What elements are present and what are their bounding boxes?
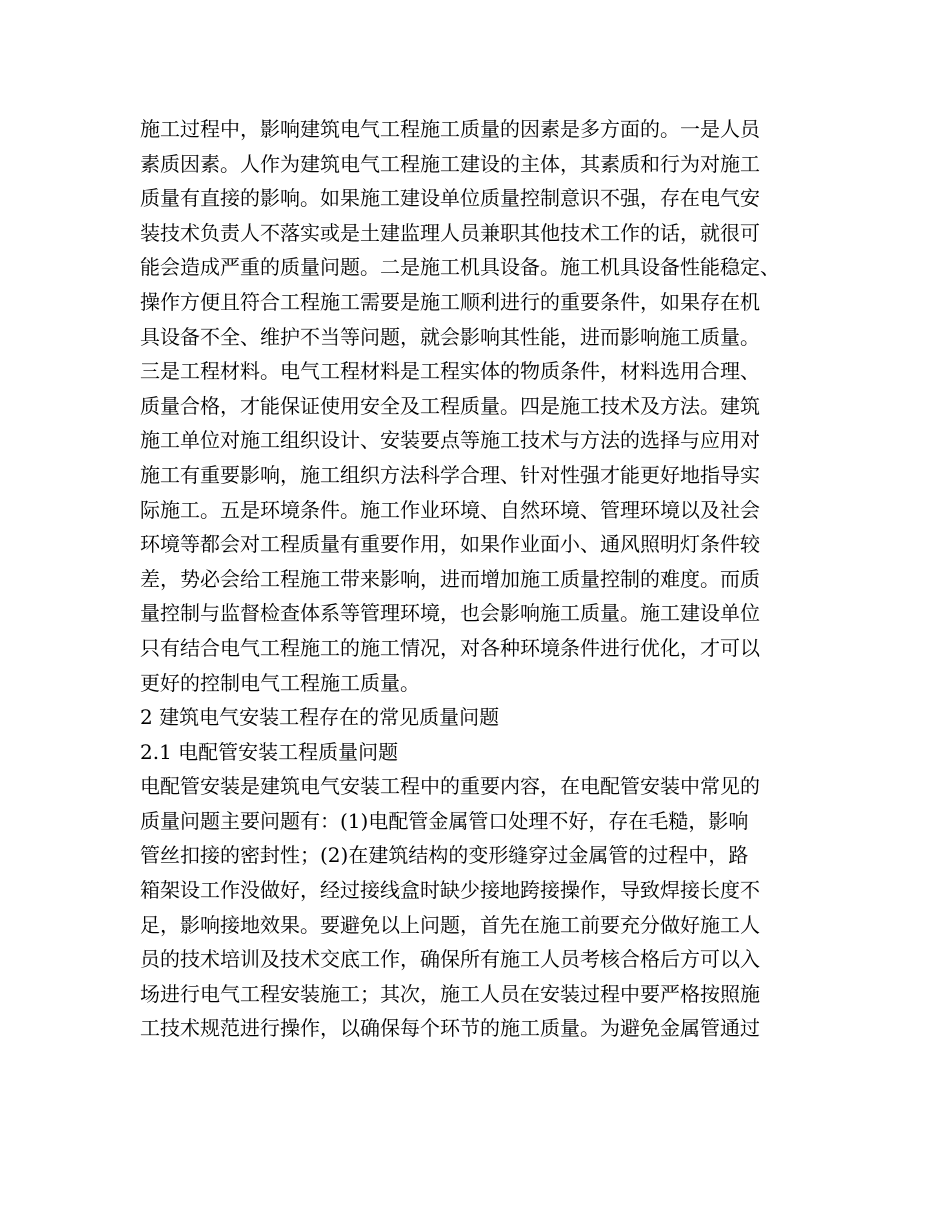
- text-line: 只有结合电气工程施工的施工情况，对各种环境条件进行优化，才可以: [140, 635, 760, 660]
- text-line: 质量有直接的影响。如果施工建设单位质量控制意识不强，存在电气安: [140, 186, 760, 211]
- text-line: 更好的控制电气工程施工质量。: [140, 670, 420, 695]
- text-line: 员的技术培训及技术交底工作，确保所有施工人员考核合格后方可以入: [140, 947, 760, 972]
- text-line: 施工单位对施工组织设计、安装要点等施工技术与方法的选择与应用对: [140, 428, 760, 453]
- text-line: 差，势必会给工程施工带来影响，进而增加施工质量控制的难度。而质: [140, 566, 760, 591]
- section-heading: 2 建筑电气安装工程存在的常见质量问题: [140, 705, 500, 730]
- paragraph-conduit-installation: [140, 769, 820, 1046]
- text-line: 环境等都会对工程质量有重要作用，如果作业面小、通风照明灯条件较: [140, 532, 760, 557]
- paragraph-influencing-factors: [140, 112, 820, 700]
- text-line: 质量合格，才能保证使用安全及工程质量。四是施工技术及方法。建筑: [140, 393, 760, 418]
- text-line: 操作方便且符合工程施工需要是施工顺利进行的重要条件，如果存在机: [140, 289, 760, 314]
- text-line: 三是工程材料。电气工程材料是工程实体的物质条件，材料选用合理、: [140, 359, 760, 384]
- text-line: 工技术规范进行操作，以确保每个环节的施工质量。为避免金属管通过: [140, 1016, 760, 1041]
- text-line: 具设备不全、维护不当等问题，就会影响其性能，进而影响施工质量。: [140, 324, 760, 349]
- subsection-heading: 2.1 电配管安装工程质量问题: [140, 739, 399, 764]
- text-line: 素质因素。人作为建筑电气工程施工建设的主体，其素质和行为对施工: [140, 151, 760, 176]
- text-line: 质量问题主要问题有：(1)电配管金属管口处理不好，存在毛糙，影响: [140, 808, 749, 833]
- text-line: 量控制与监督检查体系等管理环境，也会影响施工质量。施工建设单位: [140, 601, 760, 626]
- text-line: 能会造成严重的质量问题。二是施工机具设备。施工机具设备性能稳定、: [140, 255, 780, 280]
- text-line: 管丝扣接的密封性；(2)在建筑结构的变形缝穿过金属管的过程中，路: [140, 843, 749, 868]
- text-line: 足，影响接地效果。要避免以上问题，首先在施工前要充分做好施工人: [140, 912, 760, 937]
- text-line: 场进行电气工程安装施工；其次，施工人员在安装过程中要严格按照施: [140, 981, 760, 1006]
- text-line: 际施工。五是环境条件。施工作业环境、自然环境、管理环境以及社会: [140, 497, 760, 522]
- text-line: 电配管安装是建筑电气安装工程中的重要内容，在电配管安装中常见的: [140, 774, 760, 799]
- text-line: 装技术负责人不落实或是土建监理人员兼职其他技术工作的话，就很可: [140, 220, 760, 245]
- text-line: 施工过程中，影响建筑电气工程施工质量的因素是多方面的。一是人员: [140, 117, 760, 141]
- text-line: 箱架设工作没做好，经过接线盒时缺少接地跨接操作，导致焊接长度不: [140, 878, 760, 903]
- text-line: 施工有重要影响，施工组织方法科学合理、针对性强才能更好地指导实: [140, 462, 760, 487]
- document-page: [140, 112, 820, 1046]
